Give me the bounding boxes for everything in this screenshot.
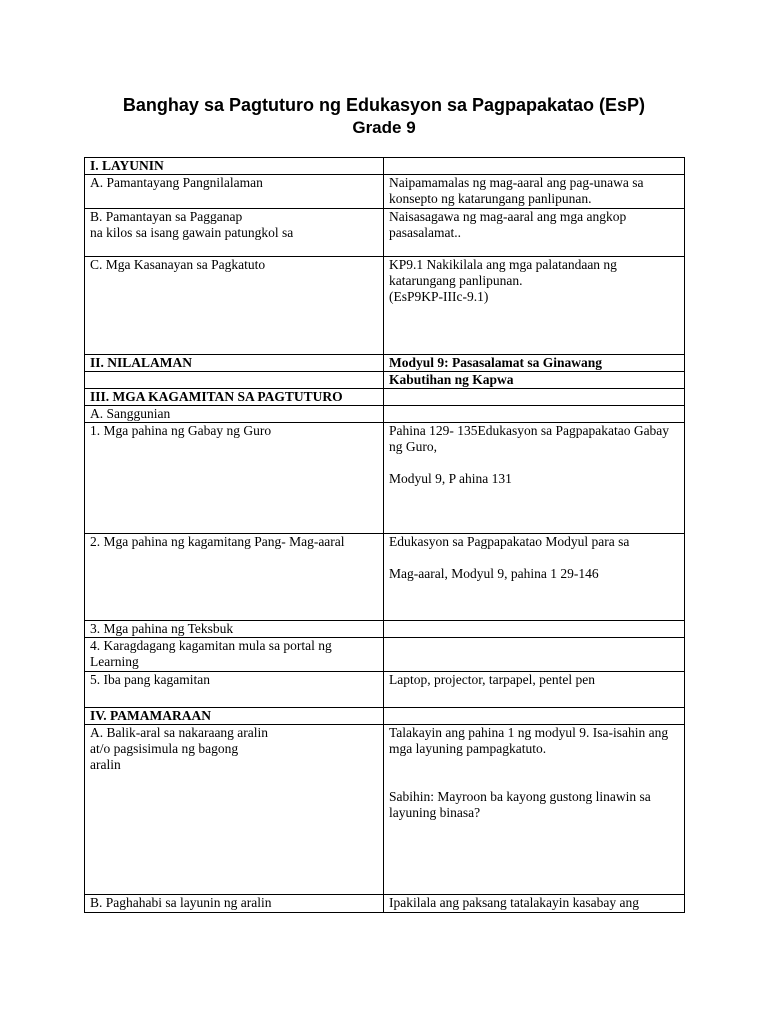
table-cell: Talakayin ang pahina 1 ng modyul 9. Isa-isahin ang mga layuning pampagkatuto. Sabihin: Mayroon ba kayong gustong linawin sa layuning binasa? [384, 725, 685, 895]
table-cell: Naisasagawa ng mag-aaral ang mga angkop pasasalamat.. [384, 209, 685, 257]
table-cell: 3. Mga pahina ng Teksbuk [85, 621, 384, 638]
table-row [85, 423, 685, 534]
module-title: Modyul 9: Pasasalamat sa Ginawang [384, 355, 685, 372]
table-row [85, 708, 685, 725]
table-cell [384, 406, 685, 423]
table-row [85, 355, 685, 372]
table-cell: 5. Iba pang kagamitan [85, 672, 384, 708]
table-row [85, 257, 685, 355]
table-cell: Naipamamalas ng mag-aaral ang pag-unawa sa konsepto ng katarungang panlipunan. [384, 175, 685, 209]
table-cell: A. Balik-aral sa nakaraang aralin at/o pagsisimula ng bagong aralin [85, 725, 384, 895]
section-heading: I. LAYUNIN [85, 158, 384, 175]
table-cell: 1. Mga pahina ng Gabay ng Guro [85, 423, 384, 534]
table-cell: Ipakilala ang paksang tatalakayin kasabay ang [384, 895, 685, 913]
table-cell [85, 372, 384, 389]
table-row [85, 389, 685, 406]
document-subtitle: Grade 9 [352, 118, 416, 137]
table-row [85, 158, 685, 175]
table-cell: KP9.1 Nakikilala ang mga palatandaan ng katarungang panlipunan. (EsP9KP-IIIc-9.1) [384, 257, 685, 355]
table-cell [384, 638, 685, 672]
table-row [85, 534, 685, 621]
table-row [85, 638, 685, 672]
table-cell: A. Sanggunian [85, 406, 384, 423]
table-row [85, 209, 685, 257]
table-cell [384, 389, 685, 406]
table-cell: B. Pamantayan sa Pagganap na kilos sa isang gawain patungkol sa [85, 209, 384, 257]
table-row [85, 175, 685, 209]
table-cell: Pahina 129- 135Edukasyon sa Pagpapakatao Gabay ng Guro, Modyul 9, P ahina 131 [384, 423, 685, 534]
table-row [85, 725, 685, 895]
section-heading: III. MGA KAGAMITAN SA PAGTUTURO [85, 389, 384, 406]
table-cell: B. Paghahabi sa layunin ng aralin [85, 895, 384, 913]
table-cell: 4. Karagdagang kagamitan mula sa portal ng Learning [85, 638, 384, 672]
table-cell: Edukasyon sa Pagpapakatao Modyul para sa Mag-aaral, Modyul 9, pahina 1 29-146 [384, 534, 685, 621]
table-row [85, 672, 685, 708]
table-cell [384, 158, 685, 175]
document-title: Banghay sa Pagtuturo ng Edukasyon sa Pagpapakatao (EsP) [122, 95, 646, 115]
module-title: Kabutihan ng Kapwa [384, 372, 685, 389]
table-cell: 2. Mga pahina ng kagamitang Pang- Mag-aaral [85, 534, 384, 621]
table-row [85, 372, 685, 389]
table-row [85, 406, 685, 423]
section-heading: IV. PAMAMARAAN [85, 708, 384, 725]
table-cell [384, 621, 685, 638]
table-cell [384, 708, 685, 725]
table-cell: C. Mga Kasanayan sa Pagkatuto [85, 257, 384, 355]
section-heading: II. NILALAMAN [85, 355, 384, 372]
table-row [85, 895, 685, 913]
table-cell: Laptop, projector, tarpapel, pentel pen [384, 672, 685, 708]
table-cell: A. Pamantayang Pangnilalaman [85, 175, 384, 209]
table-row [85, 621, 685, 638]
lesson-plan-table [84, 157, 685, 913]
